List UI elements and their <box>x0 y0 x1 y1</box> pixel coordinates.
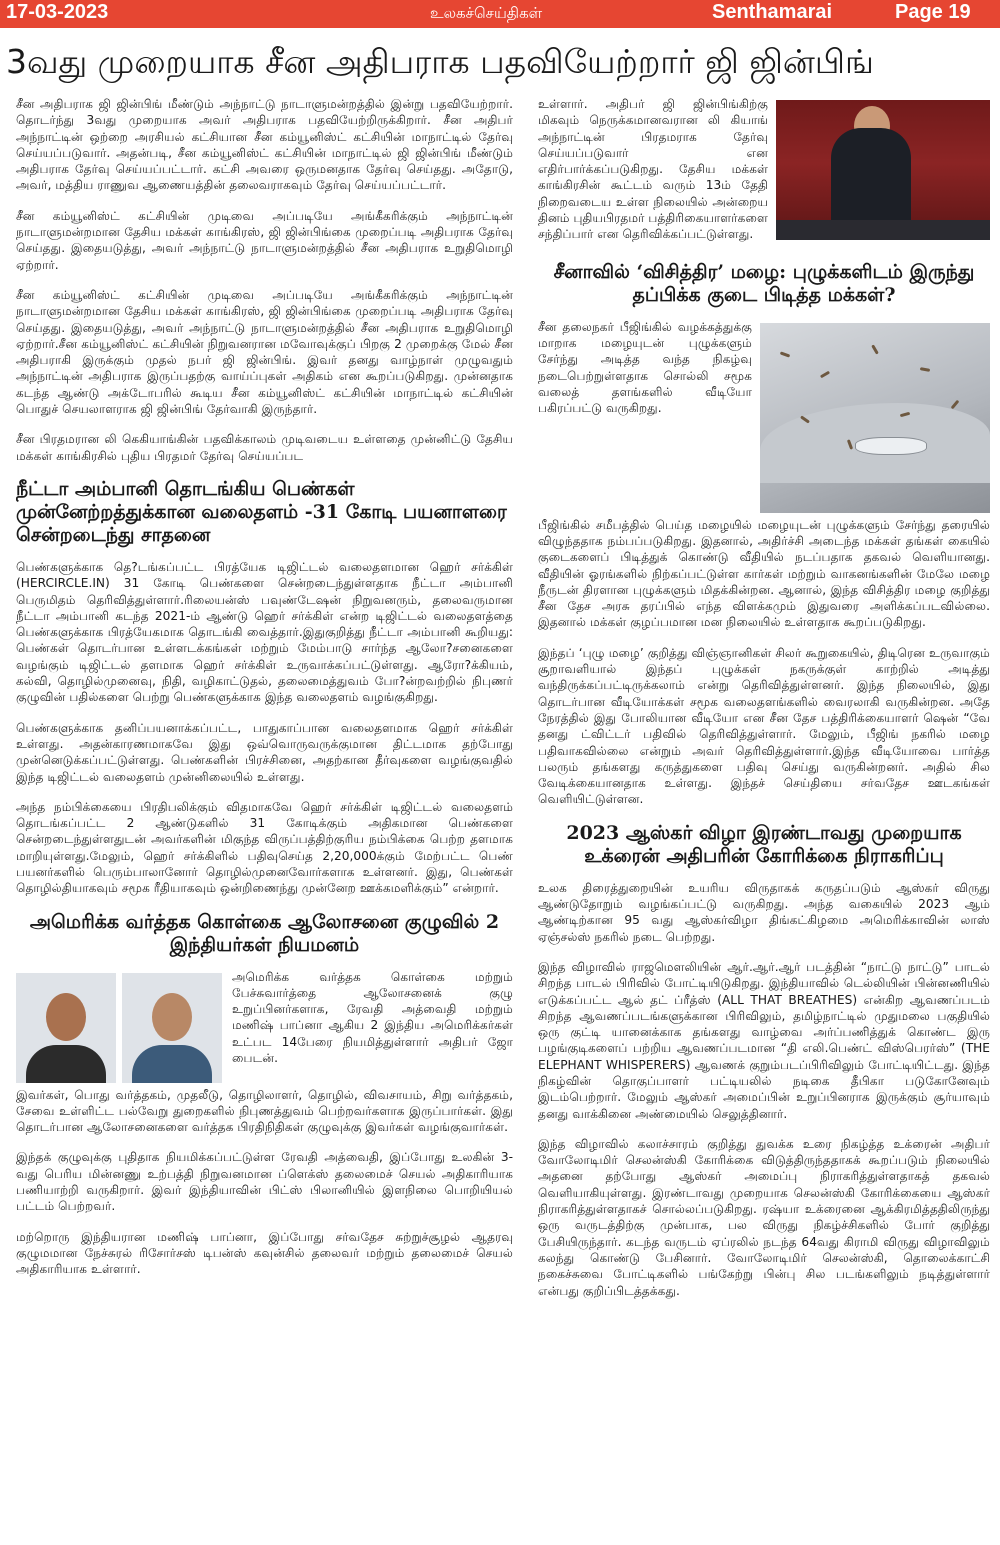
worm-covered-car-photo <box>760 323 990 513</box>
us-trade-paragraph: அமெரிக்க வர்த்தக கொள்கை மற்றும் பேச்சுவார்த்தை ஆலோசனைக் குழு உறுப்பினர்களாக, ரேவதி அத்வைதி மற்றும் மணிஷ் பாப்னா ஆகிய 2 இந்திய அமெரிக்கர்கள் உட்பட 14பேரை நியமித்துள்ளார் அதிபர் ஜோ பைடன். <box>232 969 513 1066</box>
section-name: உலகச்செய்திகள் <box>430 4 543 22</box>
herircle-paragraph: அந்த நம்பிக்கையை பிரதிபலிக்கும் விதமாகவே ஹெர் சர்க்கிள் டிஜிட்டல் வலைதளம் தொடங்கப்பட்ட 2 ஆண்டுகளில் 31 கோடிக்கும் அதிகமான பெண்களை சென்றடைந்துள்ளதுடன் அவர்களின் மிகுந்த விருப்பத்திற்குரிய நம்பிக்கை பெற்ற தளமாக மாறியுள்ளது.மேலும், ஹெர் சர்க்கிளில் பதிவுசெய்த 2,20,000க்கும் மேற்பட்ட பெண் பயனர்களில் பெரும்பாலானோர் தொழில்முனைவோர்களாக உள்ளனர். இது, பெண்கள் தொழில்தியாகவும் சமூக ரீதியாகவும் ஒன்றிணைந்து முன்னேற ஊக்கமளிக்கும்” என்றார். <box>16 799 513 896</box>
publication-name: Senthamarai <box>712 1 833 23</box>
main-headline: 3வது முறையாக சீன அதிபராக பதவியேற்றார் ஜி ஜின்பிங் <box>6 42 874 81</box>
worm-rain-headline: சீனாவில் ‘விசித்திர’ மழை: புழுக்களிடம் இருந்து தப்பிக்க குடை பிடித்த மக்கள்? <box>553 260 975 306</box>
worm-rain-paragraph: பீஜிங்கில் சமீபத்தில் பெய்த மழையில் மழையுடன் புழுக்களும் சேர்ந்து தரையில் விழுந்ததாக நம்பப்படுகிறது. இதனால், அதிர்ச்சி அடைந்த மக்கள் தங்கள் கையில் குடைகளைப் பிடித்துக் கொண்டு வீதியில் நடப்பதாக தகவல் வெளியானது. வீதியின் ஓரங்களில் நிற்கப்பட்டுள்ள கார்கள் மற்றும் வாகனங்களின் மேலே மழை நீருடன் திரளான புழுக்களும் மிதக்கின்றன. ஆனால், இந்த விசித்திர மழை குறித்து சீன தேச அரசு தரப்பில் எந்த விளக்கமும் இதுவரை அளிக்கப்படவில்லை. இதனால் மக்கள் குழப்பமான மன நிலையில் உள்ளதாக கூறப்படுகிறது. <box>538 517 990 630</box>
oscar-headline: 2023 ஆஸ்கர் விழா இரண்டாவது முறையாக உக்ரைன் அதிபரின் கோரிக்கை நிராகரிப்பு <box>566 821 962 867</box>
xi-article-continued: உள்ளார். அதிபர் ஜி ஜின்பிங்கிற்கு மிகவும் நெருக்கமானவரான லி கியாங் அந்நாட்டின் பிரதமராக தேர்வு செய்யப்படுவார் என எதிர்பார்க்கப்படுகிறது. தேசிய மக்கள் காங்கிரசின் கூட்டம் வரும் 13ம் தேதி நிறைவடைய உள்ள நிலையில் அன்றைய தினம் புதியபிரதமர் பத்திரிகையாளர்களை சந்திப்பார் என தெரிவிக்கப்பட்டுள்ளது. <box>538 97 768 242</box>
us-trade-paragraph: இவர்கள், பொது வர்த்தகம், முதலீடு, தொழிலாளர், தொழில், விவசாயம், சிறு வர்த்தகம், சேவை உள்ளிட்ட பல்வேறு துறைகளில் நிபுணத்துவம் பெற்றவர்களாக இருப்பார்கள். இது தொடர்பான ஆலோசனைகளை வர்த்தக பிரதிநிதிகள் குழுவுக்கு இவர்கள் வழங்குவார்கள். <box>16 1087 513 1135</box>
us-trade-paragraph: மற்றொரு இந்தியரான மணிஷ் பாப்னா, இப்போது சர்வதேச சுற்றுச்சூழல் ஆதரவு குழுமமான நேச்சுரல் ரிசோர்சஸ் டிபன்ஸ் கவுன்சில் தலைவர் மற்றும் தலைமைச் செயல் அதிகாரியாக உள்ளார். <box>16 1229 513 1277</box>
oscar-paragraph: இந்த விழாவில் கலாச்சாரம் குறித்து துவக்க உரை நிகழ்த்த உக்ரைன் அதிபர் வோலோடிமிர் செலன்ஸ்கி கோரிக்கை விடுத்திருந்ததாகக் கூறப்படும் நிலையில் அதனை தற்போது ஆஸ்கர் அமைப்பு நிராகரித்துள்ளதாகத் தகவல் வெளியாகியுள்ளது. இரண்டாவது முறையாக செலன்ஸ்கி கோரிக்கையை ஆஸ்கர் நிராகரித்துள்ளதாகச் சொல்லப்படுகிறது. ரஷ்யா உக்ரைனை ஆக்கிரமித்ததிலிருந்து ஒரு வருடத்திற்கு முன்பாக, பல விருது நிகழ்ச்சிகளில் போர் குறித்து பேசியிருந்தார். கடந்த வருடம் ஏப்ரலில் நடந்த 64வது கிராமி விருது விழாவிலும் கலந்து கொண்டு பேசினார். வோலோடிமிர் செலன்ஸ்கி, தொலைக்காட்சி நகைச்சுவை போட்டிகளில் பங்கேற்று பின்பு சில படங்களிலும் நடித்துள்ளார் என்பது குறிப்பிடத்தக்கது. <box>538 1136 990 1298</box>
worm-rain-paragraph: இந்தப் ‘புழு மழை’ குறித்து விஞ்ஞானிகள் சிலர் கூறுகையில், திடிரென உருவாகும் சூறாவளியால் இந்தப் புழுக்கள் நகருக்குள் காற்றில் அடித்து வந்திருக்கப்பட்டிருக்கலாம் என்று தெரிவித்துள்ளனர். இந்த நிலையில், இது தொடர்பான வீடியோக்கள் சமூக வலைதளங்களில் வைரலாகி வருகின்றன. அதே நேரத்தில் இது போலியான வீடியோ என சீன தேச பத்திரிக்கையாளர் ஷென் “வே தனது ட்விட்டர் பதிவில் தெரிவித்துள்ளார். மேலும், பீஜிங் நகரில் மழை பதிவாகவில்லை என்றும் அவர் தெரிவித்துள்ளார்.இந்த வீடியோவை பார்த்த பலரும் தங்களது கருத்துகளை பதிவு செய்து வருகின்றனர். அதில் சில வேடிக்கையானதாக உள்ளது. இந்தச் செய்தியை சர்வதேச ஊடகங்கள் வெளியிட்டுள்ளன. <box>538 645 990 807</box>
xi-jinping-photo <box>776 100 990 240</box>
xi-article-paragraph: சீன கம்யூனிஸ்ட் கட்சியின் முடிவை அப்படியே அங்கீகரிக்கும் அந்நாட்டின் நாடாளுமன்றமான தேசிய மக்கள் காங்கிரஸ், ஜி ஜின்பிங்கை முறைப்படி அதிபராக தேர்வு செய்தது. இதையடுத்து, அவர் அந்நாட்டு நாடாளுமன்றத்தில் சீன அதிபராக உறுதிமொழி ஏற்றார். <box>16 208 513 272</box>
oscar-paragraph: இந்த விழாவில் ராஜமௌலியின் ஆர்.ஆர்.ஆர் படத்தின் “நாட்டு நாட்டு” பாடல் சிறந்த பாடல் பிரிவில் போட்டியிடுகிறது. இந்தியாவில் டெல்லியின் பின்னணியில் எடுக்கப்பட்ட ஆல் தட் ப்ரீத்ஸ் (ALL THAT BREATHES) என்கிற ஆவணப்படம் சிறந்த ஆவணப்படங்களுக்கான பிரிவிலும், தமிழ்நாட்டில் முதுமலை பகுதியில் ஒரு குட்டி யானைக்காக தங்களது வாழ்வை அர்ப்பணித்துக் கொண்ட இரு பழங்குடிகளைப் பற்றிய ஆவணப்படமான “தி எலி.பெண்ட் விஸ்பெரர்ஸ்” (THE ELEPHANT WHISPERERS) ஆவணக் குறும்படப்பிரிவிலும் போட்டியிட்டது. இந்த நிகழ்வின் தொகுப்பாளர் பட்டியலில் நடிகை தீபிகா படுகோனேவும் இடம்பெற்றார். மேலும் ஆஸ்கர் அமைப்பின் உறுப்பினராக இருக்கும் சூர்யாவும் தனது வாக்கினை அண்மையில் செலுத்தினார். <box>538 959 990 1121</box>
left-column <box>16 96 513 1536</box>
right-column <box>538 96 990 1536</box>
indian-americans-photo <box>16 973 224 1083</box>
worm-rain-paragraph: சீன தலைநகர் பீஜிங்கில் வழக்கத்துக்கு மாறாக மழையுடன் புழுக்களும் சேர்ந்து அடித்த வந்த நிகழ்வு நடைபெற்றுள்ளதாக சொல்லி சமூக வலைத் தளங்களில் வீடியோ பகிரப்பட்டு வருகிறது. <box>538 319 752 416</box>
us-trade-paragraph: இந்தக் குழுவுக்கு புதிதாக நியமிக்கப்பட்டுள்ள ரேவதி அத்வைதி, இப்போது உலகின் 3-வது பெரிய மின்னணு உற்பத்தி நிறுவனமான ப்ளெக்ஸ் தலைமைச் செயல் அதிகாரியாக பணியாற்றி வருகிறார். இவர் இந்தியாவின் பிட்ஸ் பிலானியில் இளநிலை பொறியியல் பட்டம் பெற்றவர். <box>16 1150 513 1214</box>
oscar-paragraph: உலக திரைத்துறையின் உயரிய விருதாகக் கருதப்படும் ஆஸ்கர் விருது ஆண்டுதோறும் வழங்கப்பட்டு வருகிறது. அந்த வகையில் 2023 ஆம் ஆண்டிற்கான 95 வது ஆஸ்கர்விழா திங்கட்கிழமை அமெரிக்காவின் லாஸ் ஏஞ்சல்ஸ் நகரில் நடை பெற்றது. <box>538 880 990 944</box>
us-trade-headline: அமெரிக்க வர்த்தக கொள்கை ஆலோசனை குழுவில் 2 இந்தியர்கள் நியமனம் <box>29 910 500 956</box>
xi-article-paragraph: சீன பிரதமரான லி கெகியாங்கின் பதவிக்காலம் முடிவடைய உள்ளதை முன்னிட்டு தேசிய மக்கள் காங்கிரசில் புதிய பிரதமர் தேர்வு செய்யப்பட <box>16 432 513 463</box>
issue-date: 17-03-2023 <box>6 1 109 23</box>
xi-article-paragraph: சீன கம்யூனிஸ்ட் கட்சியின் முடிவை அப்படியே அங்கீகரிக்கும் அந்நாட்டின் நாடாளுமன்றமான தேசிய மக்கள் காங்கிரஸ், ஜி ஜின்பிங்கை முறைப்படி அதிபராக தேர்வு செய்தது. இதையடுத்து, அவர் அந்நாட்டு நாடாளுமன்றத்தில் சீன அதிபராக உறுதிமொழி ஏற்றார்.சீன கம்யூனிஸ்ட் கட்சியின் நிறுவனரான மவோவுக்குப் பிறகு 2 முறைக்கு மேல் சீன அதிபராகி இருக்கும் முதல் நபர் ஜி ஜின்பிங். இவர் தனது வாழ்நாள் முழுவதும் அந்நாட்டின் அதிபராக இருப்பதற்கு வாய்ப்புகள் அதிகம் என கூறப்படுகிறது. முன்னதாக கடந்த ஆண்டு அக்டோபரில் கூடிய சீன கம்யூனிஸ்ட் கட்சியின் மாநாட்டில் கட்சியின் பொதுச் செயலாளராக ஜி ஜின்பிங் தேர்வாகி இருந்தார். <box>16 287 513 417</box>
page-number: Page 19 <box>895 1 971 23</box>
herircle-headline: நீட்டா அம்பானி தொடங்கிய பெண்கள் முன்னேற்றத்துக்கான வலைதளம் -31 கோடி பயனாளரை சென்றடைந்து சாதனை <box>16 477 507 546</box>
xi-article-paragraph: சீன அதிபராக ஜி ஜின்பிங் மீண்டும் அந்நாட்டு நாடாளுமன்றத்தில் இன்று பதவியேற்றார். தொடர்ந்து 3வது முறையாக அவர் அதிபராக பதவியேற்றிருக்கிறார். சீன அதிபர் அந்நாட்டின் ஒற்றை அரசியல் கட்சியான சீன கம்யூனிஸ்ட் கட்சியின் மாநாட்டில் தேர்வு செய்யப்படுவார். அதன்படி, சீன கம்யூனிஸ்ட் கட்சியின் மாநாட்டில் ஜி ஜின்பிங் மீண்டும் அதிபராக தேர்வு செய்யப்பட்டார். கட்சி அவரை ஒருமனதாக தேர்வு செய்தது. அதோடு, அவர், மத்திய ராணுவ ஆணையத்தின் தலைவராகவும் தேர்வு செய்யப்பட்டார். <box>16 97 513 193</box>
herircle-paragraph: பெண்களுக்காக தெ?டங்கப்பட்ட பிரத்யேக டிஜிட்டல் வலைதளமான ஹெர் சர்க்கிள் (HERCIRCLE.IN) 31 கோடி பெண்களை சென்றடைந்துள்ளதாக நீட்டா அம்பானி பெருமிதம் தெரிவித்துள்ளார்.ரிலையன்ஸ் பவுண்டேஷன் நிறுவனரும், தலைவருமான நீட்டா அம்பானி கடந்த 2021-ம் ஆண்டு ஹெர் சர்க்கிள் என்ற டிஜிட்டல் வலைதளத்தை பெண்களுக்காக பிரத்யேகமாக தொடங்கி வைத்தார்.இதுகுறித்து நீட்டா அம்பானி கூறியது: பெண்கள் தொடர்பான உள்ளடக்கங்கள் மற்றும் மேம்பாடு சார்ந்த ஆலோ?சனைகளை வழங்கும் டிஜிட்டல் தளமாக ஹெர் சர்க்கிள் உருவாக்கப்பட்டுள்ளது. ஆரோ?க்கியம், கல்வி, தொழில்முனைவு, நிதி, வழிகாட்டுதல், தலைமைத்துவம் போ?ன்றவற்றில் நிபுணர் குழுவின் பதில்களை பெற்று பெண்களுக்காக இந்த வலைதளம் வழங்குகிறது. <box>16 559 513 705</box>
page-header <box>0 0 1000 28</box>
herircle-paragraph: பெண்களுக்காக தனிப்பயனாக்கப்பட்ட, பாதுகாப்பான வலைதளமாக ஹெர் சர்க்கிள் உள்ளது. அதன்காரணமாகவே இது ஒவ்வொருவருக்குமான திட்டமாக தற்போது முன்னெடுக்கப்பட்டுள்ளது. பெண்களின் பிரச்சினை, அதற்கான தீர்வுகளை வழங்குவதில் இந்த டிஜிட்டல் வலைதளம் முன்னிலையில் உள்ளது. <box>16 720 513 784</box>
